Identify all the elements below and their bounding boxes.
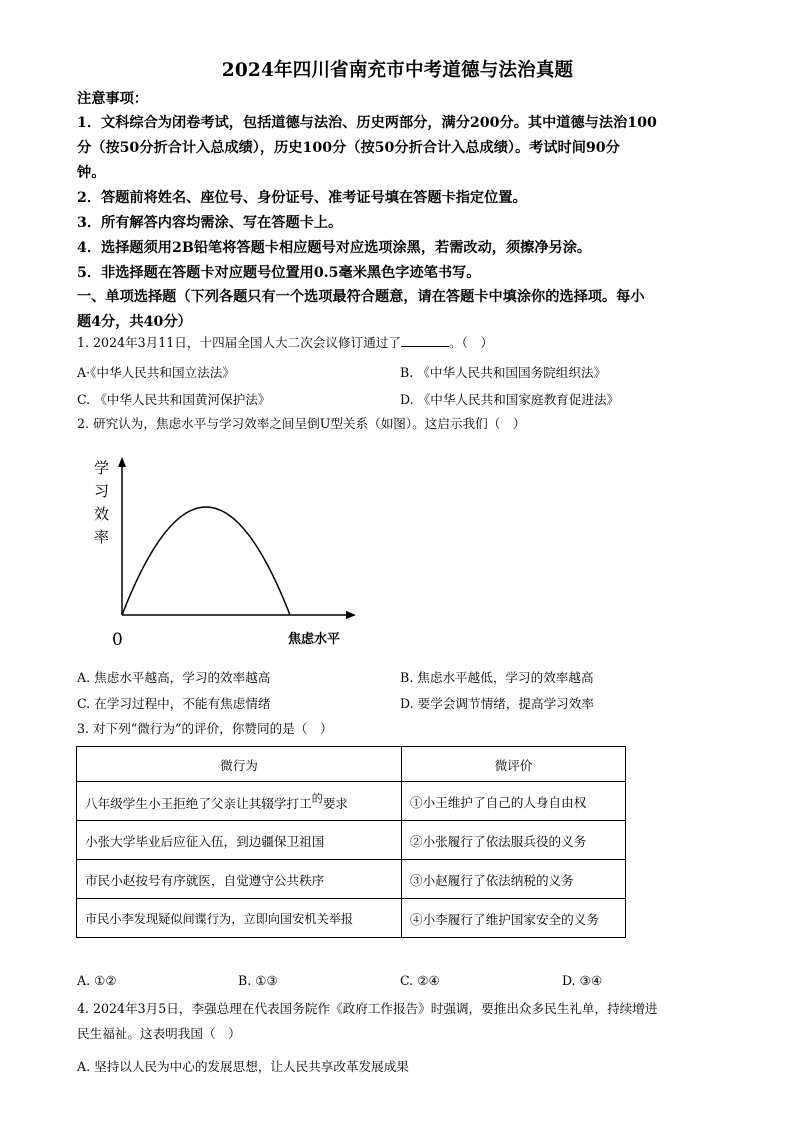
table-header-row: [77, 747, 626, 782]
notice-item-1: [77, 111, 727, 186]
y-axis-label-char: 学: [94, 459, 110, 477]
section-heading: [77, 285, 727, 335]
notice-item-2: [77, 186, 727, 286]
notice-heading: 注意事项：: [77, 91, 148, 107]
stem-text: 1. 2024年3月11日，十四届全国人大二次会议修订通过了: [77, 335, 401, 350]
q2-option-d: D. 要学会调节情绪，提高学习效率: [400, 696, 594, 711]
notice-line: 5．非选择题在答题卡对应题号位置用0.5毫米黑色字迹笔书写。: [77, 265, 481, 281]
question-4-stem: [77, 999, 737, 1044]
notice-line: 分（按50分折合计入总成绩），历史100分（按50分折合计入总成绩）。考试时间90分: [77, 140, 620, 156]
y-axis-label-char: 效: [94, 505, 110, 523]
table-cell: ③小赵履行了依法纳税的义务: [402, 860, 626, 899]
table-row: [77, 860, 626, 899]
q1-option-d: D. 《中华人民共和国家庭教育促进法》: [400, 392, 620, 407]
inverted-u-curve: [122, 507, 290, 615]
x-axis-label: 焦虑水平: [288, 632, 341, 647]
notice-line: 钟。: [77, 165, 106, 181]
q2-option-c: C. 在学习过程中，不能有焦虑情绪: [77, 696, 271, 711]
stem-text: 民生福祉。这表明我国（ ）: [77, 1026, 241, 1041]
table-cell: ④小李履行了维护国家安全的义务: [402, 899, 626, 938]
table-cell: [77, 782, 402, 821]
notice-block: [77, 87, 727, 112]
q1-option-a: A·《中华人民共和国立法法》: [77, 365, 235, 380]
cell-text: 八年级学生小王拒绝了父亲让其辍学打工: [85, 796, 312, 811]
micro-behavior-table: [76, 746, 626, 938]
question-1-stem: [77, 333, 727, 353]
anxiety-efficiency-chart: [80, 455, 370, 655]
table-cell: 小张大学毕业后应征入伍，到边疆保卫祖国: [77, 821, 402, 860]
question-2-stem: 2. 研究认为，焦虑水平与学习效率之间呈倒U型关系（如图）。这启示我们（ ）: [77, 416, 526, 431]
answer-blank: [401, 334, 449, 347]
stem-text: 。（ ）: [448, 335, 494, 350]
table-row: [77, 821, 626, 860]
y-axis-label-char: 率: [94, 528, 110, 546]
table-header-cell: 微评价: [402, 747, 626, 782]
question-3-stem: 3. 对下列“微行为”的评价，你赞同的是（ ）: [77, 721, 333, 736]
origin-label: 0: [112, 630, 123, 650]
x-axis-arrow: [346, 611, 356, 619]
table-cell: 市民小赵按号有序就医，自觉遵守公共秩序: [77, 860, 402, 899]
table-cell: ①小王维护了自己的人身自由权: [402, 782, 626, 821]
y-axis-label: [94, 459, 109, 546]
table-row: [77, 899, 626, 938]
notice-line: 2．答题前将姓名、座位号、身份证号、准考证号填在答题卡指定位置。: [77, 190, 527, 206]
q2-option-b: B. 焦虑水平越低，学习的效率越高: [400, 670, 594, 685]
q3-option-b: B. ①③: [238, 973, 278, 988]
q3-option-c: C. ②④: [400, 973, 440, 988]
q1-option-c: C. 《中华人民共和国黄河保护法》: [77, 392, 271, 407]
table-header-cell: 微行为: [77, 747, 402, 782]
q1-option-b: B. 《中华人民共和国国务院组织法》: [400, 365, 607, 380]
notice-line: 1．文科综合为闭卷考试，包括道德与法治、历史两部分，满分200分。其中道德与法治100: [77, 115, 657, 131]
table-cell: ②小张履行了依法服兵役的义务: [402, 821, 626, 860]
table-cell: 市民小李发现疑似间谍行为，立即向国安机关举报: [77, 899, 402, 938]
notice-line: 4．选择题须用2B铅笔将答题卡相应题号对应选项涂黑，若需改动，须擦净另涂。: [77, 240, 592, 256]
section-line: 一、单项选择题（下列各题只有一个选项最符合题意，请在答题卡中填涂你的选择项。每小: [77, 289, 645, 305]
table-row: [77, 782, 626, 821]
q2-option-a: A. 焦虑水平越高，学习的效率越高: [77, 670, 271, 685]
section-line: 题4分，共40分）: [77, 314, 192, 330]
stem-text: 4. 2024年3月5日，李强总理在代表国务院作《政府工作报告》时强调，要推出众多民生礼单，持续增进: [77, 1001, 658, 1016]
q3-option-d: D. ③④: [562, 973, 603, 988]
chart-axes: [118, 457, 356, 619]
y-axis-label-char: 习: [94, 482, 110, 500]
q3-option-a: A. ①②: [77, 973, 117, 988]
cell-text: 要求: [322, 796, 348, 811]
q4-option-a: A. 坚持以人民为中心的发展思想，让人民共享改革发展成果: [77, 1059, 409, 1074]
notice-line: 3．所有解答内容均需涂、写在答题卡上。: [77, 215, 343, 231]
cell-text: 的: [311, 792, 323, 805]
page-title: 2024年四川省南充市中考道德与法治真题: [221, 60, 574, 81]
y-axis-arrow: [118, 457, 126, 467]
